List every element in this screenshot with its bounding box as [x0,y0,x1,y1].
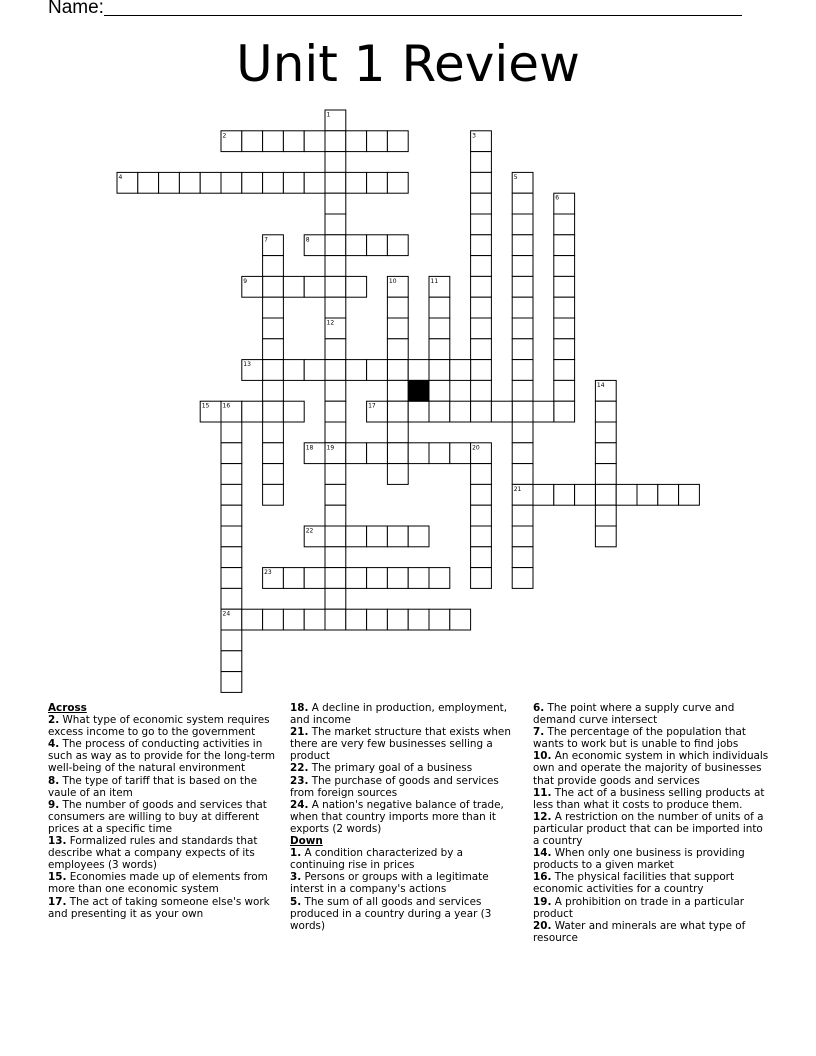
grid-cell[interactable] [512,214,533,235]
clue-number: 15. [48,871,67,884]
grid-cell[interactable] [554,339,575,360]
clue-text: The type of tariff that is based on the vaule of an item [48,774,257,799]
grid-cell[interactable] [221,443,242,464]
across-clue [290,799,520,835]
clue-number-label: 18 [305,444,314,452]
page-title: Unit 1 Review [236,35,580,93]
clues-column-2 [290,702,520,932]
down-clue [533,811,769,847]
grid-cell[interactable] [325,235,346,256]
clue-number-label: 15 [201,402,210,410]
grid-cell[interactable] [429,401,450,422]
clue-number: 13. [48,835,67,848]
clue-number: 22. [290,762,309,775]
grid-cell[interactable] [283,131,304,152]
grid-cell[interactable] [325,172,346,193]
grid-cell[interactable] [263,256,284,277]
grid-cell[interactable] [450,609,471,630]
grid-cell[interactable] [512,505,533,526]
grid-cell[interactable] [429,568,450,589]
grid-cell[interactable] [325,214,346,235]
grid-cell[interactable] [387,443,408,464]
grid-cell[interactable] [325,339,346,360]
clue-number-label: 7 [264,236,268,244]
grid-cell[interactable] [512,380,533,401]
grid-cell[interactable] [242,172,263,193]
grid-cell[interactable] [679,484,700,505]
grid-cell[interactable] [263,172,284,193]
grid-cell[interactable] [325,526,346,547]
down-clue [533,787,769,811]
grid-cell[interactable] [263,380,284,401]
clue-number: 17. [48,895,67,908]
across-clue [48,896,284,920]
grid-cell[interactable] [512,547,533,568]
grid-cell[interactable] [471,547,492,568]
grid-cell[interactable] [221,588,242,609]
grid-cell[interactable] [221,172,242,193]
grid-cell[interactable] [595,443,616,464]
grid-cell[interactable] [512,339,533,360]
grid-cell[interactable] [658,484,679,505]
clue-number: 5. [290,895,302,908]
clue-text: Formalized rules and standards that describe what a company expects of its employees (3 words) [48,835,258,872]
across-clue [290,775,520,799]
grid-cell[interactable] [595,464,616,485]
grid-cell[interactable] [221,651,242,672]
clue-text: The physical facilities that support economic activities for a country [533,871,735,896]
grid-cell[interactable] [283,568,304,589]
clue-number-label: 2 [222,132,227,140]
clue-number: 14. [533,847,552,860]
grid-cell[interactable] [367,443,388,464]
clue-text: A nation's negative balance of trade, when that country imports more than it exports (2 words) [290,798,504,835]
grid-cell[interactable] [283,401,304,422]
grid-cell[interactable] [346,172,367,193]
grid-cell[interactable] [325,588,346,609]
grid-cell[interactable] [512,318,533,339]
clues-column-3 [533,702,769,944]
grid-cell[interactable] [263,318,284,339]
clue-number-label: 19 [326,444,335,452]
clue-number-label: 11 [430,277,439,285]
clue-text: The primary goal of a business [308,762,473,775]
grid-cell[interactable] [595,401,616,422]
grid-cell[interactable] [325,256,346,277]
grid-cell[interactable] [512,360,533,381]
clue-number: 16. [533,871,552,884]
grid-cell[interactable] [450,360,471,381]
grid-cell[interactable] [429,339,450,360]
grid-cell[interactable] [554,297,575,318]
grid-cell[interactable] [471,193,492,214]
grid-cell[interactable] [408,568,429,589]
grid-cell[interactable] [242,131,263,152]
grid-cell[interactable] [325,276,346,297]
clue-text: The act of taking someone else's work and presenting it as your own [48,895,270,920]
clue-number: 4. [48,738,60,751]
grid-cell[interactable] [304,172,325,193]
grid-cell[interactable] [429,609,450,630]
grid-cell[interactable] [595,526,616,547]
clue-number-label: 21 [513,485,522,493]
grid-cell[interactable] [325,152,346,173]
grid-cell[interactable] [471,235,492,256]
grid-cell[interactable] [554,360,575,381]
grid-cell[interactable] [346,276,367,297]
grid-cell[interactable] [221,568,242,589]
grid-cell[interactable] [325,505,346,526]
across-clue [48,835,284,871]
grid-cell[interactable] [471,380,492,401]
grid-cell[interactable] [450,401,471,422]
down-clue [533,847,769,871]
down-clue [290,847,520,871]
grid-cell[interactable] [263,401,284,422]
clue-number: 19. [533,895,552,908]
across-clue [48,799,284,835]
clue-text: The percentage of the population that wants to work but is unable to find jobs [533,726,746,751]
clue-text: The number of goods and services that consumers are willing to buy at different prices at a specific time [48,798,267,835]
clue-text: A prohibition on trade in a particular product [533,895,745,920]
grid-cell[interactable] [325,360,346,381]
grid-cell[interactable] [471,214,492,235]
grid-cell[interactable] [367,360,388,381]
name-label: Name: [48,0,104,18]
grid-cell[interactable] [242,401,263,422]
grid-cell[interactable] [304,276,325,297]
clue-number: 21. [290,726,309,739]
clue-number-label: 3 [472,132,476,140]
grid-cell[interactable] [325,297,346,318]
clue-number: 11. [533,786,552,799]
grid-cell[interactable] [263,131,284,152]
grid-cell[interactable] [408,526,429,547]
grid-cell[interactable] [221,422,242,443]
grid-cell[interactable] [325,131,346,152]
grid-cell[interactable] [346,568,367,589]
down-clue [533,871,769,895]
grid-cell[interactable] [159,172,180,193]
grid-cell[interactable] [429,318,450,339]
clue-number: 3. [290,871,302,884]
grid-cell[interactable] [221,526,242,547]
grid-cell[interactable] [616,484,637,505]
grid-cell[interactable] [263,276,284,297]
grid-cell[interactable] [346,235,367,256]
grid-cell[interactable] [387,318,408,339]
clue-number: 9. [48,798,60,811]
grid-cell[interactable] [283,360,304,381]
grid-cell[interactable] [471,360,492,381]
down-clue [533,750,769,786]
grid-cell[interactable] [408,360,429,381]
clue-number: 12. [533,810,552,823]
across-clue [290,702,520,726]
grid-cell[interactable] [263,484,284,505]
grid-cell[interactable] [367,172,388,193]
grid-cell[interactable] [554,318,575,339]
clue-text: An economic system in which individuals own and operate the majority of businesses that provide goods and services [533,750,769,787]
grid-cell[interactable] [408,609,429,630]
clue-text: What type of economic system requires excess income to go to the government [48,714,270,739]
clues-column-1 [48,702,284,920]
grid-cell[interactable] [512,193,533,214]
down-clue [533,896,769,920]
grid-cell[interactable] [512,568,533,589]
grid-cell[interactable] [512,422,533,443]
grid-cell[interactable] [367,131,388,152]
grid-cell[interactable] [595,505,616,526]
clue-text: Economies made up of elements from more than one economic system [48,871,268,896]
clue-number-label: 17 [368,402,376,410]
grid-cell[interactable] [512,276,533,297]
grid-cell[interactable] [471,568,492,589]
grid-cell[interactable] [325,464,346,485]
grid-cell[interactable] [554,484,575,505]
clue-text: Persons or groups with a legitimate interst in a company's actions [290,871,489,896]
clue-number: 20. [533,919,552,932]
grid-cell[interactable] [533,401,554,422]
clue-number-label: 6 [555,194,560,202]
grid-cell[interactable] [387,422,408,443]
grid-cell[interactable] [512,443,533,464]
grid-cell[interactable] [263,464,284,485]
grid-cell[interactable] [387,380,408,401]
grid-cell[interactable] [200,172,221,193]
grid-cell[interactable] [387,401,408,422]
grid-cell[interactable] [138,172,159,193]
clue-text: The market structure that exists when there are very few businesses selling a product [290,726,511,763]
clue-number-label: 14 [596,381,605,389]
clue-text: The act of a business selling products at less than what it costs to produce them. [533,786,765,811]
clue-number: 7. [533,726,545,739]
down-clue [533,702,769,726]
grid-cell[interactable] [471,464,492,485]
grid-cell[interactable] [304,609,325,630]
grid-cell[interactable] [346,443,367,464]
grid-cell[interactable] [283,276,304,297]
clue-number-label: 1 [326,111,331,119]
grid-cell[interactable] [346,360,367,381]
grid-cell[interactable] [512,256,533,277]
grid-cell[interactable] [325,401,346,422]
grid-cell[interactable] [325,609,346,630]
grid-cell[interactable] [325,568,346,589]
clue-number-label: 10 [388,277,397,285]
grid-cell[interactable] [263,609,284,630]
across-clue [48,871,284,895]
grid-cell[interactable] [408,443,429,464]
grid-cell[interactable] [346,526,367,547]
grid-cell[interactable] [263,297,284,318]
across-clue [290,726,520,762]
grid-cell[interactable] [304,360,325,381]
grid-cell[interactable] [387,568,408,589]
grid-cell[interactable] [554,256,575,277]
grid-cell[interactable] [595,484,616,505]
grid-cell[interactable] [512,297,533,318]
clue-number-label: 12 [326,319,335,327]
grid-cell[interactable] [450,443,471,464]
grid-cell[interactable] [512,464,533,485]
clue-number: 6. [533,702,545,714]
clue-number-label: 8 [305,236,310,244]
grid-cell[interactable] [429,360,450,381]
grid-cell[interactable] [637,484,658,505]
clue-number: 23. [290,774,309,787]
clue-number-label: 16 [222,402,231,410]
down-heading: Down [290,835,323,848]
grid-cell[interactable] [471,152,492,173]
clue-number-label: 20 [472,444,480,452]
across-heading: Across [48,702,87,714]
grid-cell[interactable] [471,276,492,297]
clue-number-label: 22 [305,527,314,535]
across-clue [48,714,284,738]
grid-cell[interactable] [575,484,596,505]
clue-text: The point where a supply curve and demand curve intersect [533,702,735,727]
grid-cell[interactable] [387,526,408,547]
grid-cell[interactable] [429,380,450,401]
clue-text: When only one business is providing products to a given market [533,847,745,872]
clue-text: Water and minerals are what type of resource [533,919,746,944]
grid-cell[interactable] [491,401,512,422]
grid-cell[interactable] [554,214,575,235]
grid-cell[interactable] [554,380,575,401]
grid-cell[interactable] [554,276,575,297]
clue-number: 18. [290,702,309,714]
grid-cell[interactable] [387,235,408,256]
grid-cell[interactable] [221,630,242,651]
clue-text: The purchase of goods and services from foreign sources [290,774,499,799]
grid-cell[interactable] [263,443,284,464]
clue-number-label: 13 [243,361,251,369]
grid-cell[interactable] [471,172,492,193]
grid-cell[interactable] [408,401,429,422]
clue-number: 8. [48,774,60,787]
clue-text: The sum of all goods and services produced in a country during a year (3 words) [290,895,492,932]
grid-cell[interactable] [512,526,533,547]
grid-cell[interactable] [533,484,554,505]
clue-number: 2. [48,714,60,727]
clue-text: The process of conducting activities in such as way as to provide for the long-term well-being of the natural environment [48,738,275,775]
clue-number-label: 4 [118,173,123,181]
down-clue [290,896,520,932]
clue-number: 10. [533,750,552,763]
grid-cell[interactable] [221,505,242,526]
grid-cell[interactable] [325,484,346,505]
grid-cell[interactable] [367,568,388,589]
grid-cell[interactable] [429,443,450,464]
grid-cell[interactable] [471,401,492,422]
grid-cell[interactable] [471,318,492,339]
clue-number: 1. [290,847,302,860]
grid-cell[interactable] [325,380,346,401]
grid-cell[interactable] [221,547,242,568]
across-clue [48,738,284,774]
grid-cell[interactable] [471,297,492,318]
grid-cell[interactable] [263,360,284,381]
grid-cell[interactable] [221,484,242,505]
down-clue [533,920,769,944]
black-square [408,380,429,401]
grid-cell[interactable] [325,547,346,568]
grid-cell[interactable] [554,235,575,256]
down-clue [533,726,769,750]
grid-cell[interactable] [263,422,284,443]
grid-cell[interactable] [367,526,388,547]
grid-cell[interactable] [554,401,575,422]
grid-cell[interactable] [367,235,388,256]
grid-cell[interactable] [387,464,408,485]
grid-cell[interactable] [512,235,533,256]
grid-cell[interactable] [304,131,325,152]
grid-cell[interactable] [429,297,450,318]
grid-cell[interactable] [263,339,284,360]
clue-number-label: 24 [222,610,231,618]
grid-cell[interactable] [512,401,533,422]
clue-number-label: 9 [243,277,248,285]
grid-cell[interactable] [387,297,408,318]
grid-cell[interactable] [325,422,346,443]
grid-cell[interactable] [367,609,388,630]
grid-cell[interactable] [346,609,367,630]
grid-cell[interactable] [346,131,367,152]
grid-cell[interactable] [179,172,200,193]
clue-text: A decline in production, employment, and income [290,702,508,727]
grid-cell[interactable] [471,505,492,526]
grid-cell[interactable] [595,422,616,443]
grid-cell[interactable] [387,131,408,152]
grid-cell[interactable] [471,526,492,547]
grid-cell[interactable] [387,609,408,630]
across-clue [290,762,520,774]
grid-cell[interactable] [387,339,408,360]
grid-cell[interactable] [471,256,492,277]
across-clue [48,775,284,799]
down-clue [290,871,520,895]
grid-cell[interactable] [242,609,263,630]
clue-number-label: 5 [513,173,518,181]
grid-cell[interactable] [221,464,242,485]
clue-number-label: 23 [264,569,272,577]
grid-cell[interactable] [387,360,408,381]
grid-cell[interactable] [471,339,492,360]
grid-cell[interactable] [471,484,492,505]
grid-cell[interactable] [283,609,304,630]
grid-cell[interactable] [325,193,346,214]
grid-cell[interactable] [283,172,304,193]
grid-cell[interactable] [387,172,408,193]
clue-text: A condition characterized by a continuing rise in prices [290,847,464,872]
grid-cell[interactable] [304,568,325,589]
grid-cell[interactable] [221,672,242,693]
clue-text: A restriction on the number of units of a particular product that can be imported into a country [533,810,764,848]
clue-number: 24. [290,798,309,811]
